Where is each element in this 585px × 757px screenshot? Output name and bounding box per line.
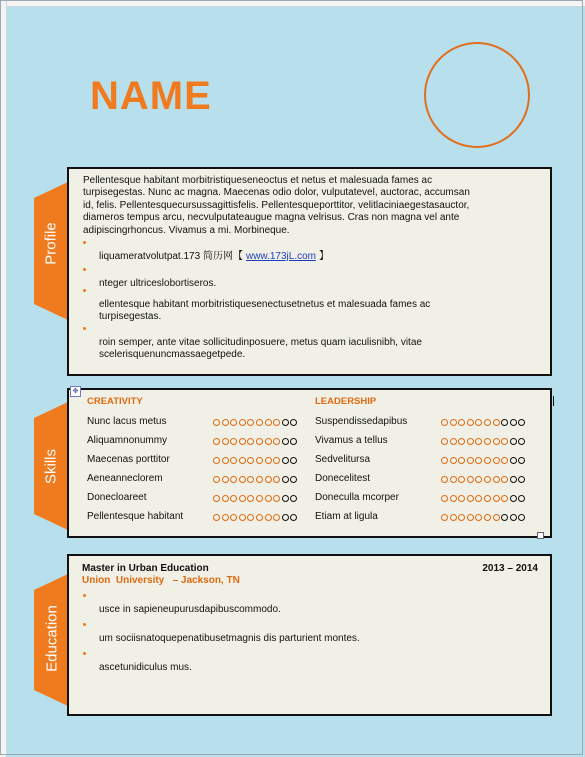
rating-dot-icon bbox=[213, 438, 220, 445]
rating-dot-icon bbox=[273, 457, 280, 464]
skill-rating bbox=[213, 436, 299, 449]
rating-dot-icon bbox=[247, 495, 254, 502]
skill-label: Pellentesque habitant bbox=[87, 511, 184, 522]
skills-box[interactable] bbox=[67, 388, 552, 538]
rating-dot-icon bbox=[247, 457, 254, 464]
bullet-icon bbox=[83, 327, 86, 330]
skill-rating bbox=[441, 512, 527, 525]
rating-dot-icon bbox=[510, 419, 517, 426]
rating-dot-icon bbox=[467, 495, 474, 502]
rating-dot-icon bbox=[467, 438, 474, 445]
bullet-icon bbox=[83, 289, 86, 292]
resume-name[interactable]: NAME bbox=[90, 74, 212, 118]
rating-dot-icon bbox=[501, 419, 508, 426]
rating-dot-icon bbox=[247, 514, 254, 521]
skills-column-title: LEADERSHIP bbox=[315, 396, 377, 407]
skill-rating bbox=[213, 512, 299, 525]
profile-bullet-text bbox=[99, 278, 216, 291]
bullet-text: roin semper, ante vitae sollicitudinposuere, metus quam iaculisnibh, vitae bbox=[99, 337, 422, 348]
rating-dot-icon bbox=[475, 438, 482, 445]
skill-label: Aliquamnonummy bbox=[87, 435, 168, 446]
rating-dot-icon bbox=[458, 438, 465, 445]
rating-dot-icon bbox=[493, 495, 500, 502]
rating-dot-icon bbox=[484, 457, 491, 464]
rating-dot-icon bbox=[484, 419, 491, 426]
rating-dot-icon bbox=[518, 457, 525, 464]
bullet-icon bbox=[83, 623, 86, 626]
profile-paragraph-line: diameros tempus arcu, necvulputateaugue magna velrisus. Cras non magna vel ante bbox=[83, 212, 460, 224]
rating-dot-icon bbox=[230, 514, 237, 521]
rating-dot-icon bbox=[441, 514, 448, 521]
rating-dot-icon bbox=[290, 457, 297, 464]
text-cursor bbox=[553, 396, 554, 406]
rating-dot-icon bbox=[458, 476, 465, 483]
skill-label: Doneculla mcorper bbox=[315, 492, 399, 503]
profile-box[interactable] bbox=[67, 167, 552, 376]
bullet-icon bbox=[83, 268, 86, 271]
rating-dot-icon bbox=[493, 438, 500, 445]
rating-dot-icon bbox=[230, 419, 237, 426]
skill-label: Etiam at ligula bbox=[315, 511, 378, 522]
education-bullet-text: usce in sapieneupurusdapibuscommodo. bbox=[99, 604, 281, 615]
bullet-icon bbox=[83, 652, 86, 655]
rating-dot-icon bbox=[265, 438, 272, 445]
skill-rating bbox=[213, 474, 299, 487]
rating-dot-icon bbox=[213, 419, 220, 426]
rating-dot-icon bbox=[265, 419, 272, 426]
rating-dot-icon bbox=[265, 457, 272, 464]
bullet-text: turpisegestas. bbox=[99, 311, 162, 323]
rating-dot-icon bbox=[290, 419, 297, 426]
rating-dot-icon bbox=[290, 495, 297, 502]
rating-dot-icon bbox=[518, 419, 525, 426]
rating-dot-icon bbox=[213, 495, 220, 502]
rating-dot-icon bbox=[518, 438, 525, 445]
profile-bullet-text bbox=[99, 311, 161, 324]
degree-dates: 2013 – 2014 bbox=[482, 563, 538, 574]
profile-link[interactable]: www.173jL.com bbox=[245, 251, 316, 262]
rating-dot-icon bbox=[256, 419, 263, 426]
rating-dot-icon bbox=[239, 514, 246, 521]
rating-dot-icon bbox=[213, 514, 220, 521]
rating-dot-icon bbox=[282, 438, 289, 445]
skill-label: Sedvelitursa bbox=[315, 454, 371, 465]
rating-dot-icon bbox=[247, 419, 254, 426]
rating-dot-icon bbox=[222, 457, 229, 464]
rating-dot-icon bbox=[475, 476, 482, 483]
rating-dot-icon bbox=[239, 457, 246, 464]
profile-tab-label: Profile bbox=[42, 222, 60, 265]
table-move-handle-icon[interactable]: ✥ bbox=[70, 386, 81, 397]
rating-dot-icon bbox=[290, 438, 297, 445]
rating-dot-icon bbox=[441, 495, 448, 502]
rating-dot-icon bbox=[510, 495, 517, 502]
rating-dot-icon bbox=[239, 495, 246, 502]
profile-bullet-text bbox=[99, 251, 329, 264]
school-name: Union University – Jackson, TN bbox=[82, 575, 240, 586]
rating-dot-icon bbox=[518, 514, 525, 521]
bullet-text: ellentesque habitant morbitristiquesenectusetnetus et malesuada fames ac bbox=[99, 299, 431, 310]
profile-bullet-text bbox=[99, 337, 422, 350]
rating-dot-icon bbox=[230, 495, 237, 502]
rating-dot-icon bbox=[467, 419, 474, 426]
table-resize-handle-icon[interactable] bbox=[537, 532, 544, 539]
rating-dot-icon bbox=[282, 514, 289, 521]
rating-dot-icon bbox=[450, 457, 457, 464]
rating-dot-icon bbox=[256, 514, 263, 521]
rating-dot-icon bbox=[467, 514, 474, 521]
rating-dot-icon bbox=[213, 476, 220, 483]
bullet-text: scelerisquenuncmassaegetpede. bbox=[99, 349, 246, 361]
degree-title: Master in Urban Education bbox=[82, 563, 209, 574]
rating-dot-icon bbox=[458, 419, 465, 426]
bullet-text: nteger ultriceslobortiseros. bbox=[99, 278, 217, 289]
skill-rating bbox=[441, 474, 527, 487]
rating-dot-icon bbox=[475, 514, 482, 521]
rating-dot-icon bbox=[282, 495, 289, 502]
rating-dot-icon bbox=[501, 476, 508, 483]
rating-dot-icon bbox=[290, 476, 297, 483]
rating-dot-icon bbox=[256, 476, 263, 483]
rating-dot-icon bbox=[475, 457, 482, 464]
skill-label: Maecenas porttitor bbox=[87, 454, 170, 465]
rating-dot-icon bbox=[450, 419, 457, 426]
rating-dot-icon bbox=[475, 495, 482, 502]
rating-dot-icon bbox=[256, 495, 263, 502]
rating-dot-icon bbox=[239, 476, 246, 483]
rating-dot-icon bbox=[484, 495, 491, 502]
rating-dot-icon bbox=[222, 514, 229, 521]
profile-paragraph-line: id, felis. Pellentesquecursussagittisfelis. Pellentesqueporttitor, velitlaciniaegestasauctor, bbox=[83, 199, 470, 211]
rating-dot-icon bbox=[273, 495, 280, 502]
skill-label: Aeneanneclorem bbox=[87, 473, 163, 484]
skills-column-title: CREATIVITY bbox=[87, 396, 143, 407]
rating-dot-icon bbox=[450, 514, 457, 521]
rating-dot-icon bbox=[493, 476, 500, 483]
skill-rating bbox=[441, 455, 527, 468]
rating-dot-icon bbox=[282, 419, 289, 426]
rating-dot-icon bbox=[239, 438, 246, 445]
rating-dot-icon bbox=[441, 419, 448, 426]
rating-dot-icon bbox=[239, 419, 246, 426]
rating-dot-icon bbox=[493, 457, 500, 464]
rating-dot-icon bbox=[510, 476, 517, 483]
rating-dot-icon bbox=[484, 476, 491, 483]
skill-label: Donecloareet bbox=[87, 492, 147, 503]
education-box[interactable] bbox=[67, 554, 552, 716]
rating-dot-icon bbox=[213, 457, 220, 464]
rating-dot-icon bbox=[510, 438, 517, 445]
rating-dot-icon bbox=[501, 514, 508, 521]
skill-rating bbox=[441, 436, 527, 449]
skill-label: Vivamus a tellus bbox=[315, 435, 388, 446]
rating-dot-icon bbox=[290, 514, 297, 521]
profile-bullet-text bbox=[99, 299, 430, 312]
rating-dot-icon bbox=[458, 514, 465, 521]
profile-paragraph-line: Pellentesque habitant morbitristiqueseneoctus et netus et malesuada fames ac bbox=[83, 175, 433, 186]
rating-dot-icon bbox=[458, 457, 465, 464]
skill-rating bbox=[213, 417, 299, 430]
education-bullet-text: um sociisnatoquepenatibusetmagnis dis parturient montes. bbox=[99, 633, 360, 644]
rating-dot-icon bbox=[230, 476, 237, 483]
rating-dot-icon bbox=[247, 438, 254, 445]
rating-dot-icon bbox=[501, 457, 508, 464]
rating-dot-icon bbox=[273, 419, 280, 426]
rating-dot-icon bbox=[441, 457, 448, 464]
rating-dot-icon bbox=[518, 495, 525, 502]
profile-bullet-text bbox=[99, 349, 245, 362]
rating-dot-icon bbox=[230, 457, 237, 464]
rating-dot-icon bbox=[273, 476, 280, 483]
rating-dot-icon bbox=[501, 495, 508, 502]
profile-paragraph-line: turpisegestas. Nunc ac magna. Maecenas odio dolor, vulputatevel, auctorac, accumsan bbox=[83, 187, 470, 199]
bullet-icon bbox=[83, 594, 86, 597]
education-tab-label: Education bbox=[43, 605, 61, 672]
bullet-icon bbox=[83, 241, 86, 244]
rating-dot-icon bbox=[450, 438, 457, 445]
rating-dot-icon bbox=[265, 495, 272, 502]
rating-dot-icon bbox=[458, 495, 465, 502]
skill-rating bbox=[213, 455, 299, 468]
skill-rating bbox=[213, 493, 299, 506]
rating-dot-icon bbox=[282, 457, 289, 464]
rating-dot-icon bbox=[467, 476, 474, 483]
rating-dot-icon bbox=[484, 514, 491, 521]
rating-dot-icon bbox=[222, 495, 229, 502]
rating-dot-icon bbox=[222, 476, 229, 483]
skills-tab-label: Skills bbox=[42, 449, 60, 485]
skill-label: Suspendissedapibus bbox=[315, 416, 408, 427]
rating-dot-icon bbox=[273, 438, 280, 445]
rating-dot-icon bbox=[441, 438, 448, 445]
rating-dot-icon bbox=[222, 419, 229, 426]
photo-placeholder[interactable] bbox=[424, 42, 530, 148]
bullet-text-suffix: 】 bbox=[319, 251, 329, 262]
skill-label: Nunc lacus metus bbox=[87, 416, 167, 427]
skill-label: Donecelitest bbox=[315, 473, 371, 484]
rating-dot-icon bbox=[493, 419, 500, 426]
rating-dot-icon bbox=[450, 495, 457, 502]
rating-dot-icon bbox=[510, 514, 517, 521]
skill-rating bbox=[441, 493, 527, 506]
rating-dot-icon bbox=[467, 457, 474, 464]
rating-dot-icon bbox=[222, 438, 229, 445]
rating-dot-icon bbox=[493, 514, 500, 521]
rating-dot-icon bbox=[256, 457, 263, 464]
rating-dot-icon bbox=[273, 514, 280, 521]
rating-dot-icon bbox=[518, 476, 525, 483]
rating-dot-icon bbox=[265, 476, 272, 483]
bullet-text: liquameratvolutpat.173 简历网【 bbox=[99, 251, 243, 262]
rating-dot-icon bbox=[450, 476, 457, 483]
rating-dot-icon bbox=[510, 457, 517, 464]
rating-dot-icon bbox=[282, 476, 289, 483]
profile-paragraph-line: adipiscingrhoncus. Vivamus a mi. Morbineque. bbox=[83, 224, 290, 236]
rating-dot-icon bbox=[484, 438, 491, 445]
rating-dot-icon bbox=[256, 438, 263, 445]
rating-dot-icon bbox=[265, 514, 272, 521]
rating-dot-icon bbox=[247, 476, 254, 483]
rating-dot-icon bbox=[475, 419, 482, 426]
rating-dot-icon bbox=[501, 438, 508, 445]
rating-dot-icon bbox=[230, 438, 237, 445]
rating-dot-icon bbox=[441, 476, 448, 483]
skill-rating bbox=[441, 417, 527, 430]
education-bullet-text: ascetunidiculus mus. bbox=[99, 662, 192, 673]
